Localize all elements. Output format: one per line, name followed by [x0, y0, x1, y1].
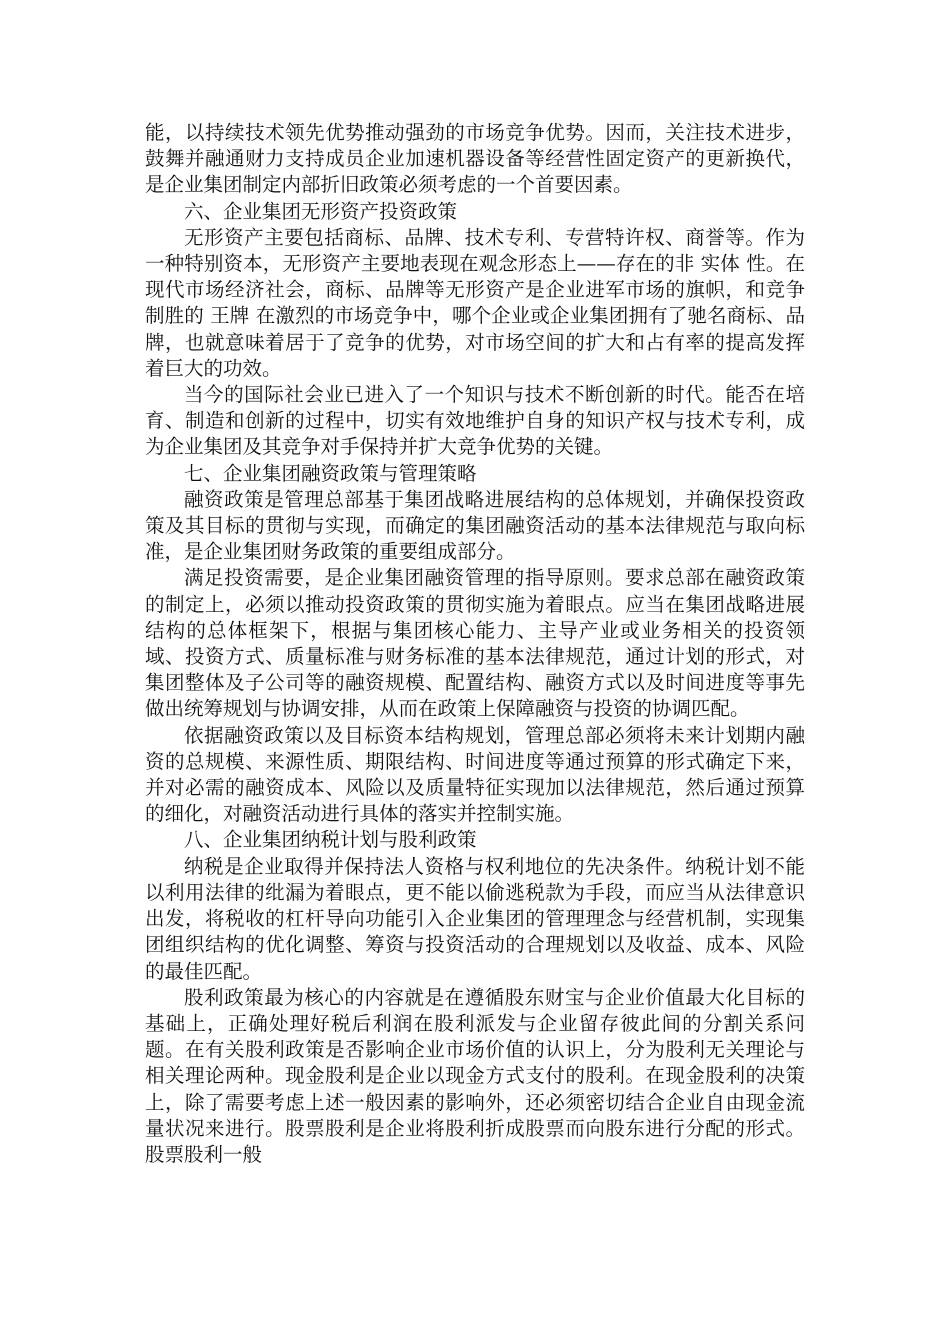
- paragraph-investment-needs: 满足投资需要，是企业集团融资管理的指导原则。要求总部在融资政策的制定上，必须以推动投资政策的贯彻实施为着眼点。应当在集团战略进展结构的总体框架下，根据与集团核心能力、主导产业或业务相关的投资领域、投资方式、质量标准与财务标准的基本法律规范，通过计划的形式，对集团整体及子公司等的融资规模、配置结构、融资方式以及时间进度等事先做出统筹规划与协调安排，从而在政策上保障融资与投资的协调匹配。: [145, 566, 805, 721]
- paragraph-budget-planning: 依据融资政策以及目标资本结构规划，管理总部必须将未来计划期内融资的总规模、来源性质、期限结构、时间进度等通过预算的形式确定下来，并对必需的融资成本、风险以及质量特征实现加以法律规范，然后通过预算的细化，对融资活动进行具体的落实并控制实施。: [145, 723, 805, 826]
- section-heading-six: 六、企业集团无形资产投资政策: [184, 199, 458, 223]
- section-heading-seven: 七、企业集团融资政策与管理策略: [184, 461, 477, 485]
- section-heading-eight: 八、企业集团纳税计划与股利政策: [184, 828, 477, 852]
- paragraph-dividend-policy: 股利政策最为核心的内容就是在遵循股东财宝与企业价值最大化目标的基础上，正确处理好税后利润在股利派发与企业留存彼此间的分割关系问题。在有关股利政策是否影响企业市场价值的认识上，分为股利无关理论与相关理论两种。现金股利是企业以现金方式支付的股利。在现金股利的决策上，除了需要考虑上述一般因素的影响外，还必须密切结合企业自由现金流量状况来进行。股票股利是企业将股利折成股票而向股东进行分配的形式。股票股利一般: [145, 985, 805, 1166]
- paragraph-continuation: 能，以持续技术领先优势推动强劲的市场竞争优势。因而，关注技术进步，鼓舞并融通财力支持成员企业加速机器设备等经营性固定资产的更新换代，是企业集团制定内部折旧政策必须考虑的一个首要因素。: [145, 121, 805, 197]
- document-page: [145, 120, 805, 1168]
- paragraph-knowledge-era: 当今的国际社会业已进入了一个知识与技术不断创新的时代。能否在培育、制造和创新的过程中，切实有效地维护自身的知识产权与技术专利，成为企业集团及其竞争对手保持并扩大竞争优势的关键。: [145, 383, 805, 459]
- paragraph-financing-policy: 融资政策是管理总部基于集团战略进展结构的总体规划，并确保投资政策及其目标的贯彻与实现，而确定的集团融资活动的基本法律规范与取向标准，是企业集团财务政策的重要组成部分。: [145, 487, 805, 564]
- paragraph-tax-planning: 纳税是企业取得并保持法人资格与权利地位的先决条件。纳税计划不能以利用法律的纰漏为着眼点，更不能以偷逃税款为手段，而应当从法律意识出发，将税收的杠杆导向功能引入企业集团的管理理念与经营机制，实现集团组织结构的优化调整、筹资与投资活动的合理规划以及收益、成本、风险的最佳匹配。: [145, 854, 805, 983]
- paragraph-intangible-assets: 无形资产主要包括商标、品牌、技术专利、专营特许权、商誉等。作为一种特别资本，无形资产主要地表现在观念形态上——存在的非 实体 性。在现代市场经济社会，商标、品牌等无形资产是企业进军市场的旗帜，和竞争制胜的 王牌 在激烈的市场竞争中，哪个企业或企业集团拥有了驰名商标、品牌，也就意味着居于了竞争的优势，对市场空间的扩大和占有率的提高发挥着巨大的功效。: [145, 225, 805, 380]
